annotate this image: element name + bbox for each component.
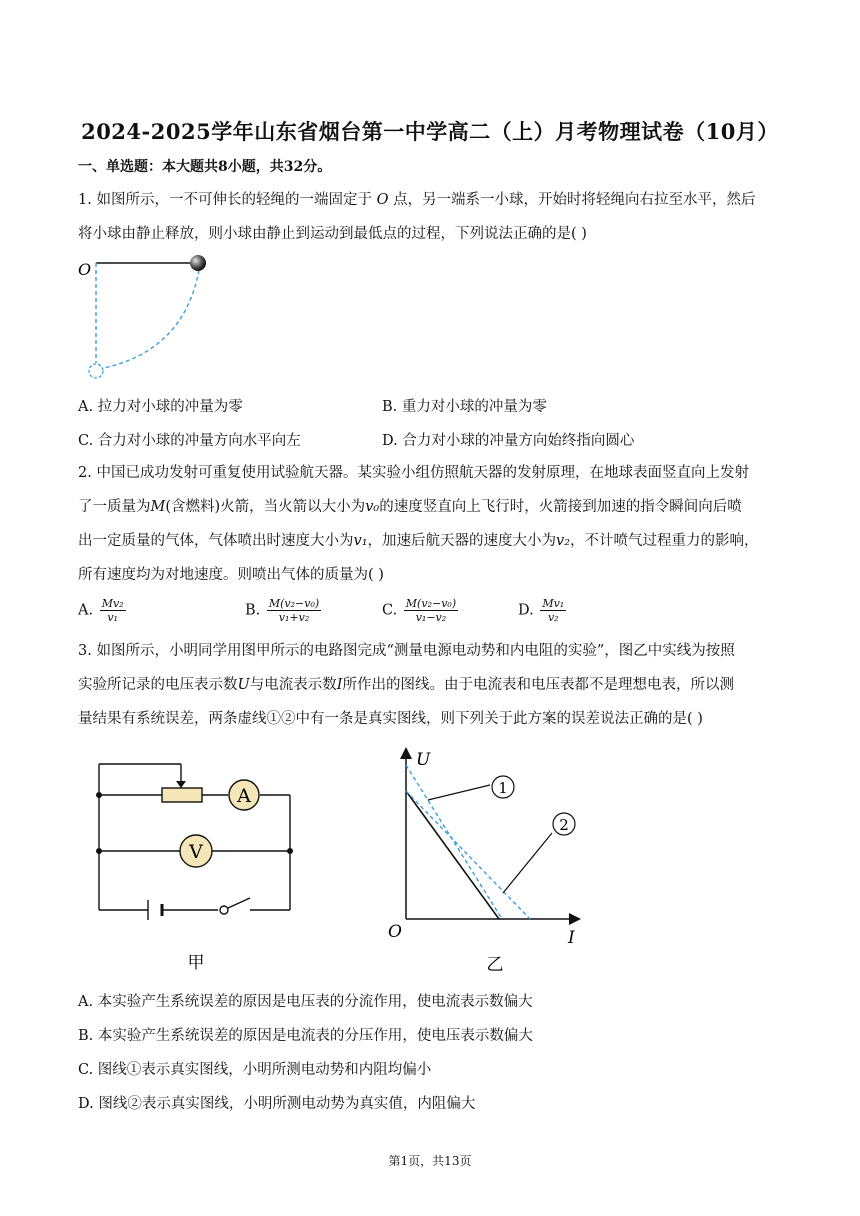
figure-label-jia: 甲	[187, 953, 205, 973]
q2-text-3c: ，不计喷气过程重力的影响，	[570, 533, 759, 549]
q1-pendulum-figure	[74, 250, 224, 385]
dashed-line-2	[406, 791, 530, 919]
dashed-line-1	[406, 765, 502, 919]
q2-option-c-num: M(v₂−v₀)	[405, 597, 457, 610]
q2-option-a-label: A.	[78, 602, 94, 619]
q2-option-a-num: Mv₂	[101, 597, 124, 610]
q2-option-c-den: v₁−v₂	[415, 611, 447, 624]
q3-option-b: B. 本实验产生系统误差的原因是电流表的分压作用，使电压表示数偏大	[78, 1028, 533, 1044]
q2-option-b-fraction	[267, 597, 321, 624]
q3-option-c: C. 图线①表示真实图线，小明所测电动势和内阻均偏小	[78, 1062, 432, 1078]
q2-option-c	[382, 597, 458, 624]
q2-option-c-label: C.	[382, 602, 398, 619]
q1-fig-label-o: O	[78, 260, 92, 279]
u-axis-label: U	[416, 750, 431, 770]
marker-1-label: 1	[498, 779, 508, 797]
i-axis-label: I	[568, 928, 575, 948]
q2-option-a	[78, 597, 126, 624]
q2-option-a-den: v₁	[107, 611, 118, 624]
origin-label: O	[388, 922, 402, 942]
trajectory-arc	[104, 270, 199, 368]
q1-option-c: C. 合力对小球的冲量方向水平向左	[78, 433, 301, 449]
q2-option-d-num: Mv₁	[542, 597, 565, 610]
q2-option-b-num: M(v₂−v₀)	[268, 597, 320, 610]
ui-graph	[380, 745, 600, 980]
q1-stem	[78, 183, 786, 251]
page-footer: 第1页，共13页	[388, 1154, 472, 1168]
q1-option-d: D. 合力对小球的冲量方向始终指向圆心	[382, 433, 635, 449]
leader-line-1	[428, 785, 490, 800]
q3-stem	[78, 634, 786, 736]
q2-option-b-label: B.	[245, 602, 261, 619]
q2-option-b-den: v₁+v₂	[278, 611, 310, 624]
q3-option-d: D. 图线②表示真实图线，小明所测电动势为真实值，内阻偏大	[78, 1096, 476, 1112]
q2-text-3a: 出一定质量的气体，气体喷出时速度大小为	[78, 533, 354, 549]
q1-text-1: 1. 如图所示，一不可伸长的轻绳的一端固定于	[78, 192, 372, 208]
circuit-diagram	[90, 750, 310, 980]
rheostat	[162, 788, 202, 802]
q2-var-v0: v₀	[365, 499, 380, 515]
q2-option-d-fraction	[540, 597, 566, 624]
junction-node	[96, 792, 102, 798]
leader-line-2	[503, 833, 552, 893]
q2-option-d-label: D.	[518, 602, 534, 619]
q2-text-4: 所有速度均为对地速度。则喷出气体的质量为( )	[78, 567, 384, 583]
q1-option-b: B. 重力对小球的冲量为零	[382, 399, 547, 415]
q2-text-2b: (含燃料)火箭，当火箭以大小为	[165, 499, 366, 515]
q2-option-d	[518, 597, 566, 624]
q3-text-2c: 所作出的图线。由于电流表和电压表都不是理想电表，所以测	[342, 677, 734, 693]
q3-text-1: 3. 如图所示，小明同学用图甲所示的电路图完成“测量电源电动势和内电阻的实验”，图乙中实线为按照	[78, 643, 735, 659]
q2-text-1: 2. 中国已成功发射可重复使用试验航天器。某实验小组仿照航天器的发射原理，在地球表面竖直向上发射	[78, 465, 749, 481]
q3-option-a: A. 本实验产生系统误差的原因是电压表的分流作用，使电流表示数偏大	[78, 994, 533, 1010]
q1-text-1b: 点，另一端系一小球，开始时将轻绳向右拉至水平，然后	[393, 192, 756, 208]
q1-option-a: A. 拉力对小球的冲量为零	[78, 399, 243, 415]
q3-var-i: I	[336, 677, 343, 693]
q2-stem	[78, 456, 786, 592]
q3-var-u: U	[237, 677, 250, 693]
figure-label-yi: 乙	[486, 955, 504, 975]
rheostat-slider-arrow	[176, 781, 186, 788]
ammeter-label: A	[237, 785, 251, 807]
q1-text-2: 将小球由静止释放，则小球由静止到运动到最低点的过程，下列说法正确的是( )	[78, 226, 587, 242]
q2-option-b	[245, 597, 321, 624]
q2-text-2a: 了一质量为	[78, 499, 151, 515]
q2-var-v1: v₁	[353, 533, 368, 549]
ball	[190, 255, 206, 271]
ball-final-position	[89, 364, 103, 378]
q2-var-v2: v₂	[556, 533, 571, 549]
page-title: 2024-2025学年山东省烟台第一中学高二（上）月考物理试卷（10月）	[81, 119, 779, 144]
measured-line	[406, 791, 499, 919]
q2-option-d-den: v₂	[547, 611, 559, 624]
q2-text-2c: 的速度竖直向上飞行时，火箭接到加速的指令瞬间向后喷	[379, 499, 742, 515]
q3-text-2a: 实验所记录的电压表示数	[78, 677, 238, 693]
switch-contact	[220, 906, 228, 914]
q2-text-3b: ，加速后航天器的速度大小为	[367, 533, 557, 549]
junction-node	[287, 848, 293, 854]
q1-point-o: O	[376, 192, 389, 208]
q2-option-c-fraction	[404, 597, 458, 624]
q2-var-m: M	[150, 499, 166, 515]
q3-text-2b: 与电流表示数	[249, 677, 337, 693]
q2-option-a-fraction	[100, 597, 126, 624]
junction-node	[96, 848, 102, 854]
voltmeter-label: V	[189, 841, 203, 863]
marker-2-label: 2	[559, 816, 569, 834]
section-heading: 一、单选题：本大题共8小题，共32分。	[78, 159, 332, 175]
q3-text-3: 量结果有系统误差，两条虚线①②中有一条是真实图线，则下列关于此方案的误差说法正确的是( )	[78, 711, 703, 727]
